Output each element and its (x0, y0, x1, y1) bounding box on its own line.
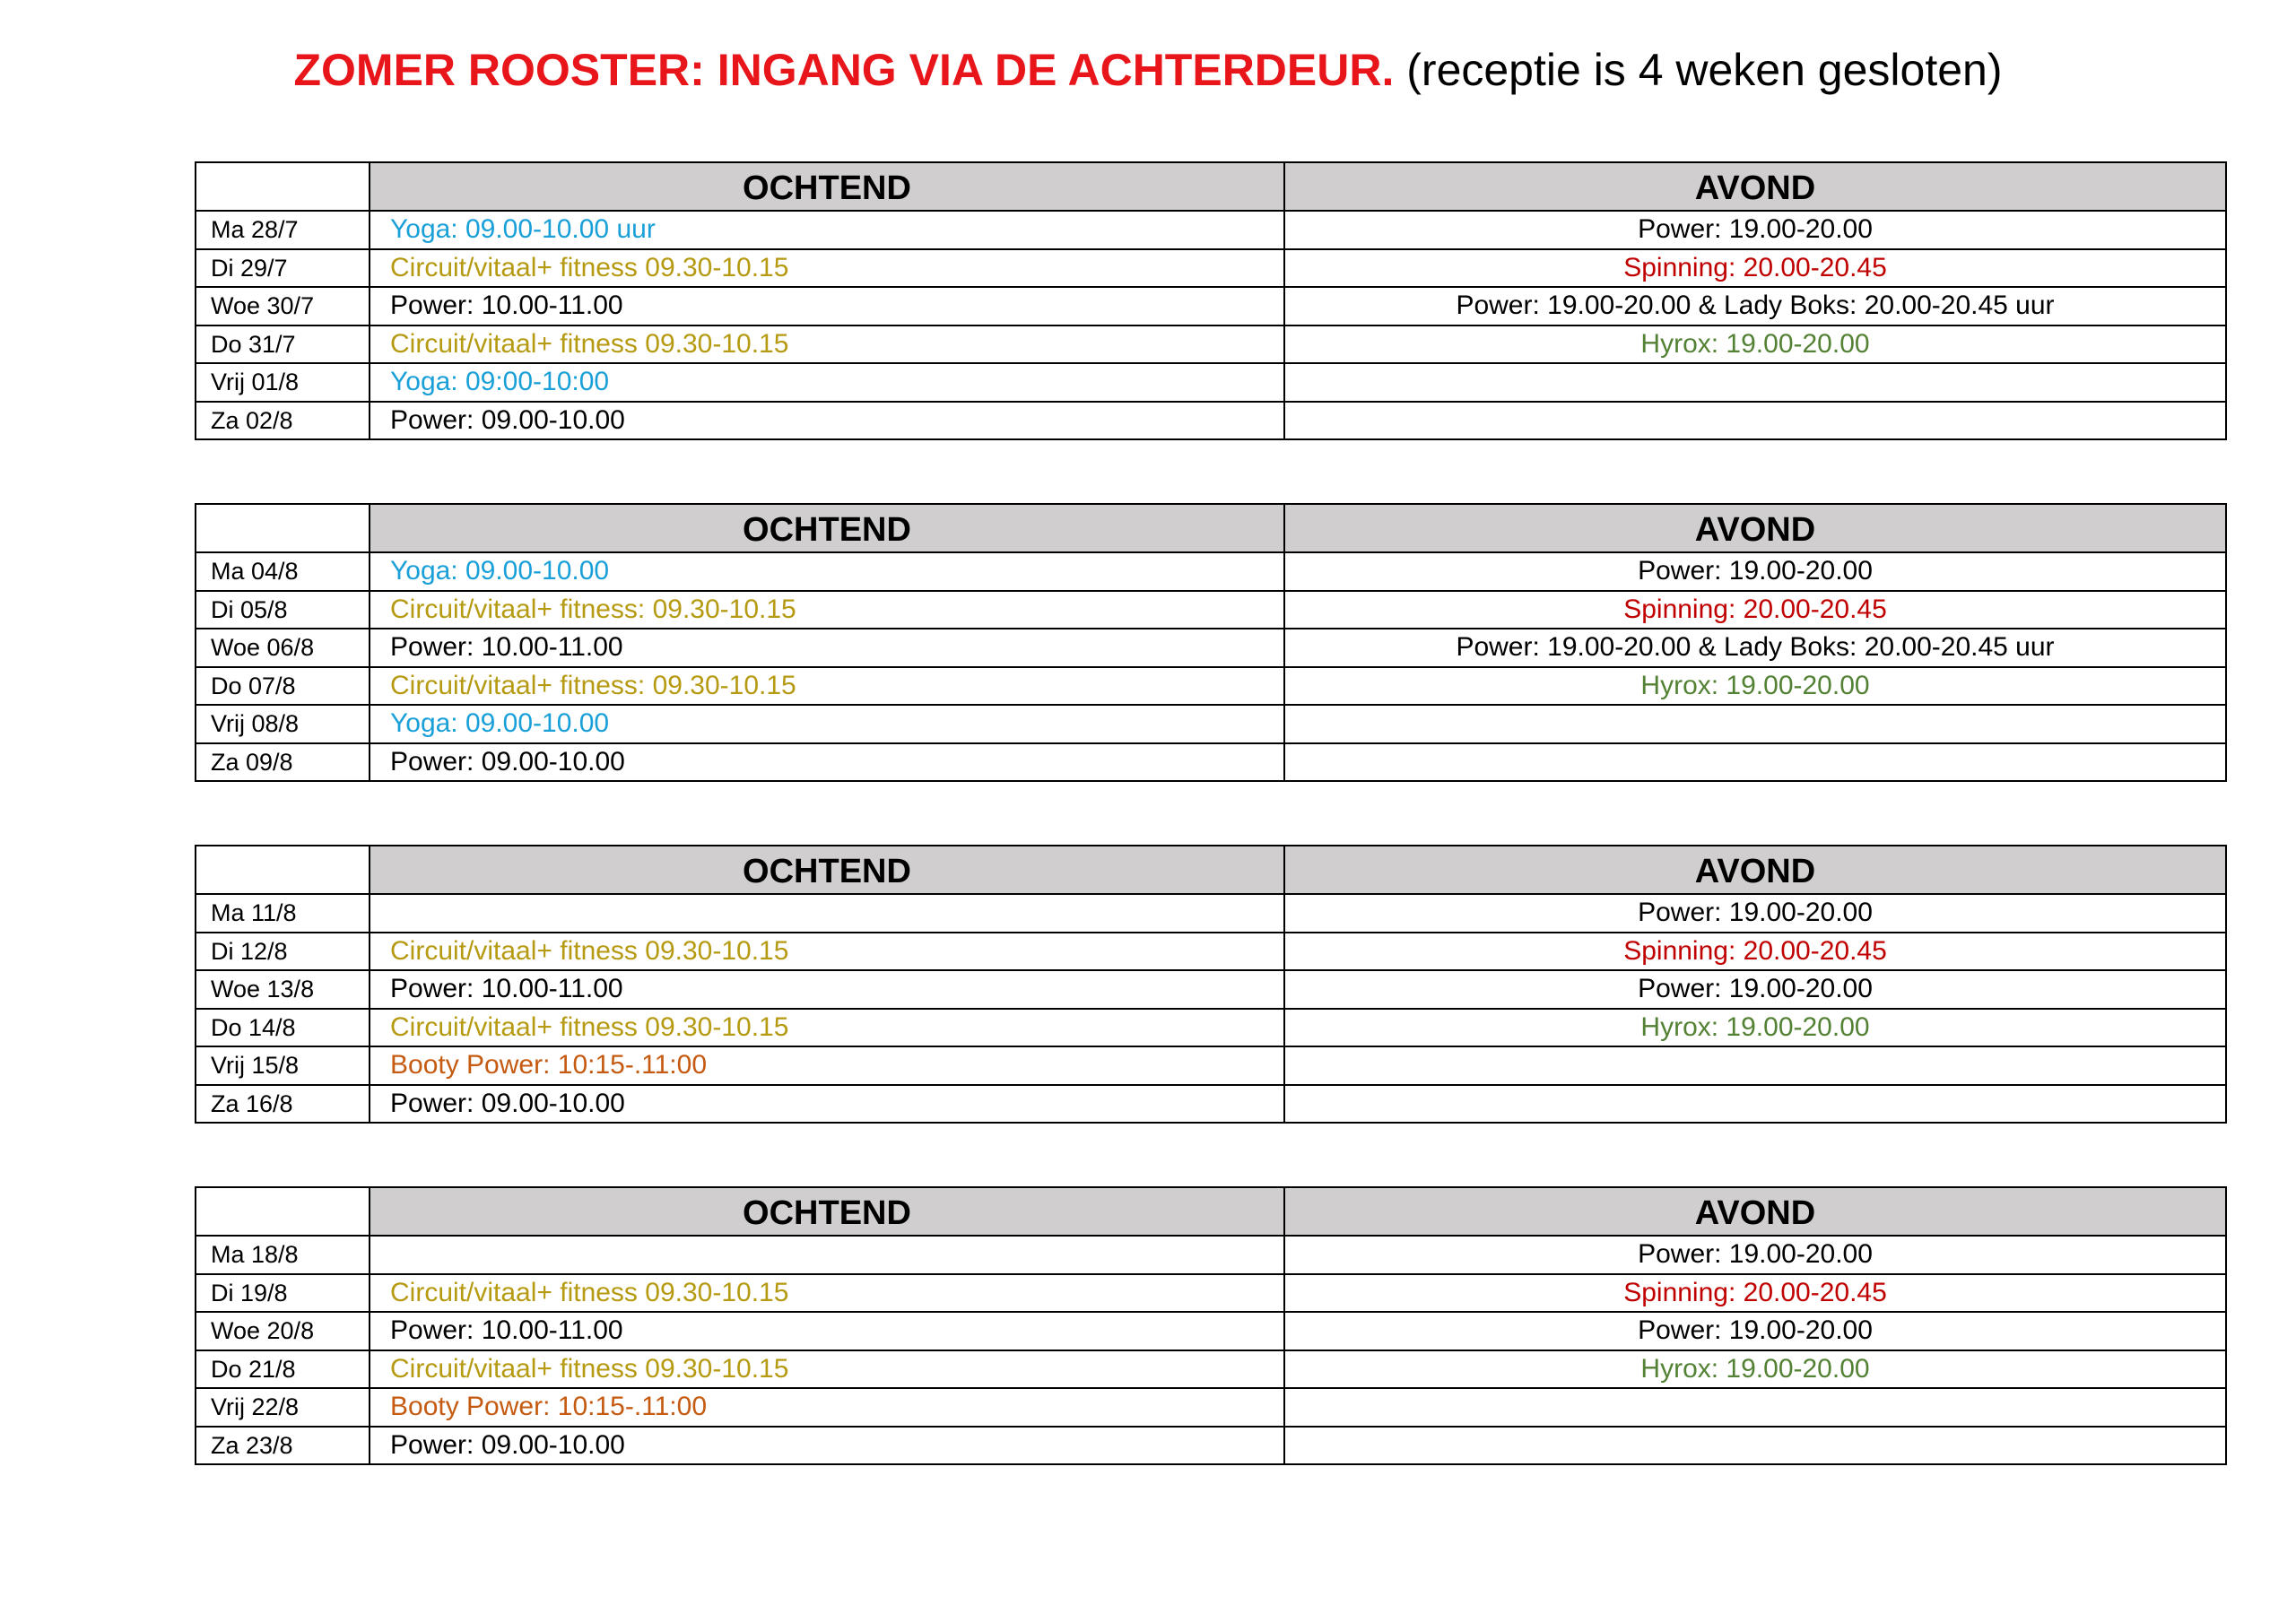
table-row (196, 325, 2226, 364)
header-morning: OCHTEND (370, 504, 1284, 552)
table-row (196, 1085, 2226, 1124)
header-blank-cell (196, 504, 370, 552)
evening-class-cell (1284, 1085, 2226, 1124)
morning-class-cell: Circuit/vitaal+ fitness: 09.30-10.15 (370, 667, 1284, 706)
morning-class-cell: Power: 09.00-10.00 (370, 402, 1284, 440)
evening-class-cell (1284, 402, 2226, 440)
header-morning: OCHTEND (370, 162, 1284, 211)
morning-class-cell: Circuit/vitaal+ fitness 09.30-10.15 (370, 1009, 1284, 1047)
day-cell: Vrij 01/8 (196, 363, 370, 402)
table-row (196, 211, 2226, 249)
morning-class-cell (370, 894, 1284, 933)
day-cell: Za 09/8 (196, 743, 370, 782)
morning-class-cell: Power: 09.00-10.00 (370, 1085, 1284, 1124)
table-row (196, 1274, 2226, 1313)
table-row (196, 1427, 2226, 1465)
evening-class-cell (1284, 1046, 2226, 1085)
morning-class-cell: Power: 10.00-11.00 (370, 1312, 1284, 1350)
table-row (196, 933, 2226, 971)
day-cell: Woe 06/8 (196, 629, 370, 667)
table-row (196, 970, 2226, 1009)
evening-class-cell: Power: 19.00-20.00 (1284, 552, 2226, 591)
header-blank-cell (196, 1187, 370, 1236)
day-cell: Vrij 08/8 (196, 705, 370, 743)
header-evening: AVOND (1284, 504, 2226, 552)
day-cell: Do 14/8 (196, 1009, 370, 1047)
evening-class-cell: Hyrox: 19.00-20.00 (1284, 1350, 2226, 1389)
morning-class-cell: Circuit/vitaal+ fitness 09.30-10.15 (370, 933, 1284, 971)
table-row (196, 1312, 2226, 1350)
evening-class-cell (1284, 743, 2226, 782)
evening-class-cell: Spinning: 20.00-20.45 (1284, 591, 2226, 629)
evening-class-cell: Hyrox: 19.00-20.00 (1284, 667, 2226, 706)
evening-class-cell: Power: 19.00-20.00 (1284, 211, 2226, 249)
morning-class-cell: Booty Power: 10:15-.11:00 (370, 1046, 1284, 1085)
day-cell: Woe 20/8 (196, 1312, 370, 1350)
header-morning: OCHTEND (370, 1187, 1284, 1236)
table-header-row (196, 1187, 2226, 1236)
morning-class-cell: Yoga: 09.00-10.00 (370, 705, 1284, 743)
evening-class-cell: Spinning: 20.00-20.45 (1284, 1274, 2226, 1313)
day-cell: Vrij 22/8 (196, 1388, 370, 1427)
day-cell: Do 21/8 (196, 1350, 370, 1389)
day-cell: Do 31/7 (196, 325, 370, 364)
morning-class-cell: Power: 10.00-11.00 (370, 287, 1284, 325)
table-row (196, 363, 2226, 402)
morning-class-cell: Power: 10.00-11.00 (370, 629, 1284, 667)
morning-class-cell: Circuit/vitaal+ fitness 09.30-10.15 (370, 325, 1284, 364)
table-row (196, 591, 2226, 629)
table-row (196, 1009, 2226, 1047)
day-cell: Ma 04/8 (196, 552, 370, 591)
table-row (196, 1236, 2226, 1274)
table-header-row (196, 162, 2226, 211)
morning-class-cell: Yoga: 09.00-10.00 uur (370, 211, 1284, 249)
evening-class-cell: Spinning: 20.00-20.45 (1284, 249, 2226, 288)
schedule-week-3 (195, 845, 2227, 1124)
day-cell: Ma 28/7 (196, 211, 370, 249)
page-title (0, 41, 2296, 99)
day-cell: Di 29/7 (196, 249, 370, 288)
evening-class-cell: Power: 19.00-20.00 & Lady Boks: 20.00-20.45 uur (1284, 287, 2226, 325)
morning-class-cell: Circuit/vitaal+ fitness 09.30-10.15 (370, 249, 1284, 288)
table-header-row (196, 846, 2226, 894)
header-blank-cell (196, 846, 370, 894)
morning-class-cell: Circuit/vitaal+ fitness 09.30-10.15 (370, 1350, 1284, 1389)
morning-class-cell: Power: 10.00-11.00 (370, 970, 1284, 1009)
header-evening: AVOND (1284, 1187, 2226, 1236)
table-row (196, 894, 2226, 933)
evening-class-cell (1284, 1388, 2226, 1427)
table-row (196, 1350, 2226, 1389)
morning-class-cell (370, 1236, 1284, 1274)
day-cell: Woe 30/7 (196, 287, 370, 325)
day-cell: Di 05/8 (196, 591, 370, 629)
morning-class-cell: Booty Power: 10:15-.11:00 (370, 1388, 1284, 1427)
evening-class-cell: Power: 19.00-20.00 (1284, 894, 2226, 933)
day-cell: Woe 13/8 (196, 970, 370, 1009)
table-row (196, 1388, 2226, 1427)
morning-class-cell: Circuit/vitaal+ fitness 09.30-10.15 (370, 1274, 1284, 1313)
title-highlight: ZOMER ROOSTER: INGANG VIA DE ACHTERDEUR. (293, 45, 1395, 95)
table-header-row (196, 504, 2226, 552)
evening-class-cell: Hyrox: 19.00-20.00 (1284, 1009, 2226, 1047)
day-cell: Di 19/8 (196, 1274, 370, 1313)
title-note: (receptie is 4 weken gesloten) (1394, 45, 2003, 95)
evening-class-cell: Power: 19.00-20.00 (1284, 1312, 2226, 1350)
header-blank-cell (196, 162, 370, 211)
evening-class-cell (1284, 1427, 2226, 1465)
evening-class-cell: Hyrox: 19.00-20.00 (1284, 325, 2226, 364)
schedule-week-4 (195, 1186, 2227, 1465)
schedule-week-2 (195, 503, 2227, 782)
evening-class-cell: Power: 19.00-20.00 (1284, 970, 2226, 1009)
table-row (196, 552, 2226, 591)
table-row (196, 667, 2226, 706)
header-evening: AVOND (1284, 846, 2226, 894)
table-row (196, 249, 2226, 288)
evening-class-cell (1284, 363, 2226, 402)
evening-class-cell (1284, 705, 2226, 743)
evening-class-cell: Spinning: 20.00-20.45 (1284, 933, 2226, 971)
table-row (196, 402, 2226, 440)
table-row (196, 287, 2226, 325)
table-row (196, 1046, 2226, 1085)
table-row (196, 629, 2226, 667)
morning-class-cell: Power: 09.00-10.00 (370, 1427, 1284, 1465)
morning-class-cell: Yoga: 09:00-10:00 (370, 363, 1284, 402)
day-cell: Di 12/8 (196, 933, 370, 971)
day-cell: Do 07/8 (196, 667, 370, 706)
evening-class-cell: Power: 19.00-20.00 & Lady Boks: 20.00-20.45 uur (1284, 629, 2226, 667)
morning-class-cell: Power: 09.00-10.00 (370, 743, 1284, 782)
day-cell: Ma 11/8 (196, 894, 370, 933)
day-cell: Ma 18/8 (196, 1236, 370, 1274)
day-cell: Za 16/8 (196, 1085, 370, 1124)
morning-class-cell: Circuit/vitaal+ fitness: 09.30-10.15 (370, 591, 1284, 629)
table-row (196, 705, 2226, 743)
header-morning: OCHTEND (370, 846, 1284, 894)
evening-class-cell: Power: 19.00-20.00 (1284, 1236, 2226, 1274)
day-cell: Za 02/8 (196, 402, 370, 440)
header-evening: AVOND (1284, 162, 2226, 211)
day-cell: Vrij 15/8 (196, 1046, 370, 1085)
table-row (196, 743, 2226, 782)
day-cell: Za 23/8 (196, 1427, 370, 1465)
morning-class-cell: Yoga: 09.00-10.00 (370, 552, 1284, 591)
schedule-week-1 (195, 161, 2227, 440)
